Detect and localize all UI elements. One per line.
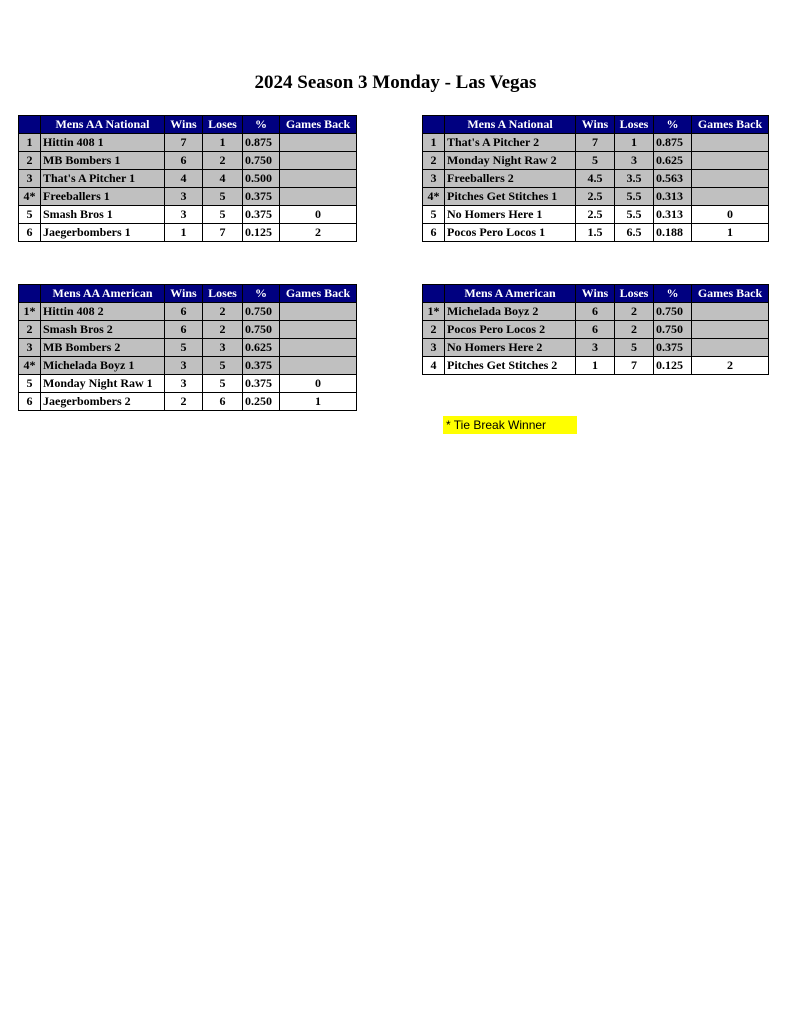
rank-cell: 4	[423, 357, 445, 375]
games-back-cell	[280, 303, 357, 321]
games-back-cell	[692, 339, 769, 357]
rank-cell: 6	[423, 224, 445, 242]
table-row	[19, 303, 357, 321]
team-cell: MB Bombers 2	[41, 339, 165, 357]
games-back-cell: 2	[280, 224, 357, 242]
loses-cell: 1	[203, 134, 243, 152]
wins-cell: 3	[165, 357, 203, 375]
column-header-games-back: Games Back	[692, 116, 769, 134]
table-row	[423, 134, 769, 152]
standings-table-mens-a-national	[422, 115, 769, 242]
table-row	[19, 134, 357, 152]
wins-cell: 1	[165, 224, 203, 242]
rank-cell: 5	[423, 206, 445, 224]
wins-cell: 1	[576, 357, 615, 375]
pct-cell: 0.750	[243, 303, 280, 321]
games-back-cell: 0	[280, 375, 357, 393]
wins-cell: 4	[165, 170, 203, 188]
table-row	[423, 170, 769, 188]
rank-cell: 5	[19, 375, 41, 393]
rank-cell: 6	[19, 224, 41, 242]
column-header-games-back: Games Back	[280, 285, 357, 303]
wins-cell: 1.5	[576, 224, 615, 242]
team-cell: Smash Bros 1	[41, 206, 165, 224]
loses-cell: 5.5	[615, 206, 654, 224]
table-header-row	[423, 285, 769, 303]
wins-cell: 7	[165, 134, 203, 152]
pct-cell: 0.375	[654, 339, 692, 357]
table-header-row	[423, 116, 769, 134]
column-header-rank	[423, 285, 445, 303]
column-header-team: Mens A National	[445, 116, 576, 134]
team-cell: Monday Night Raw 1	[41, 375, 165, 393]
team-cell: Michelada Boyz 1	[41, 357, 165, 375]
team-cell: Pocos Pero Locos 2	[445, 321, 576, 339]
table-row	[423, 188, 769, 206]
pct-cell: 0.375	[243, 188, 280, 206]
table-row	[423, 206, 769, 224]
pct-cell: 0.250	[243, 393, 280, 411]
rank-cell: 2	[423, 321, 445, 339]
team-cell: Michelada Boyz 2	[445, 303, 576, 321]
games-back-cell	[280, 134, 357, 152]
team-cell: Monday Night Raw 2	[445, 152, 576, 170]
team-cell: That's A Pitcher 2	[445, 134, 576, 152]
loses-cell: 2	[203, 303, 243, 321]
page-title: 2024 Season 3 Monday - Las Vegas	[254, 72, 537, 93]
team-cell: Pitches Get Stitches 1	[445, 188, 576, 206]
rank-cell: 4*	[19, 357, 41, 375]
tie-break-note: * Tie Break Winner	[443, 416, 577, 434]
column-header-loses: Loses	[203, 116, 243, 134]
games-back-cell: 1	[280, 393, 357, 411]
wins-cell: 6	[165, 321, 203, 339]
rank-cell: 2	[423, 152, 445, 170]
loses-cell: 2	[615, 303, 654, 321]
table-header-row	[19, 116, 357, 134]
team-cell: MB Bombers 1	[41, 152, 165, 170]
team-cell: That's A Pitcher 1	[41, 170, 165, 188]
rank-cell: 4*	[19, 188, 41, 206]
wins-cell: 3	[576, 339, 615, 357]
games-back-cell	[280, 170, 357, 188]
column-header-wins: Wins	[165, 116, 203, 134]
team-cell: Jaegerbombers 1	[41, 224, 165, 242]
wins-cell: 2.5	[576, 188, 615, 206]
loses-cell: 3.5	[615, 170, 654, 188]
pct-cell: 0.188	[654, 224, 692, 242]
column-header-team: Mens AA National	[41, 116, 165, 134]
loses-cell: 1	[615, 134, 654, 152]
games-back-cell	[692, 303, 769, 321]
standings-table-mens-aa-american	[18, 284, 357, 411]
loses-cell: 5	[203, 375, 243, 393]
table-row	[423, 357, 769, 375]
rank-cell: 3	[19, 339, 41, 357]
column-header-rank	[423, 116, 445, 134]
loses-cell: 7	[615, 357, 654, 375]
table-row	[423, 303, 769, 321]
loses-cell: 6.5	[615, 224, 654, 242]
table-row	[19, 206, 357, 224]
wins-cell: 6	[576, 303, 615, 321]
wins-cell: 3	[165, 206, 203, 224]
team-cell: Hittin 408 2	[41, 303, 165, 321]
wins-cell: 3	[165, 188, 203, 206]
games-back-cell: 0	[280, 206, 357, 224]
team-cell: Smash Bros 2	[41, 321, 165, 339]
rank-cell: 1*	[19, 303, 41, 321]
rank-cell: 1	[423, 134, 445, 152]
pct-cell: 0.625	[654, 152, 692, 170]
pct-cell: 0.500	[243, 170, 280, 188]
column-header-pct: %	[654, 285, 692, 303]
table-row	[423, 224, 769, 242]
loses-cell: 5.5	[615, 188, 654, 206]
loses-cell: 5	[615, 339, 654, 357]
team-cell: Pocos Pero Locos 1	[445, 224, 576, 242]
pct-cell: 0.313	[654, 188, 692, 206]
pct-cell: 0.375	[243, 357, 280, 375]
team-cell: No Homers Here 1	[445, 206, 576, 224]
column-header-loses: Loses	[615, 116, 654, 134]
loses-cell: 3	[203, 339, 243, 357]
team-cell: Freeballers 1	[41, 188, 165, 206]
standings-table-mens-a-american	[422, 284, 769, 375]
wins-cell: 2.5	[576, 206, 615, 224]
column-header-loses: Loses	[615, 285, 654, 303]
column-header-games-back: Games Back	[692, 285, 769, 303]
rank-cell: 6	[19, 393, 41, 411]
pct-cell: 0.875	[243, 134, 280, 152]
games-back-cell: 1	[692, 224, 769, 242]
column-header-wins: Wins	[576, 116, 615, 134]
pct-cell: 0.375	[243, 375, 280, 393]
team-cell: Jaegerbombers 2	[41, 393, 165, 411]
table-row	[19, 339, 357, 357]
pct-cell: 0.750	[654, 303, 692, 321]
table-row	[423, 321, 769, 339]
table-header-row	[19, 285, 357, 303]
games-back-cell: 0	[692, 206, 769, 224]
pct-cell: 0.125	[243, 224, 280, 242]
loses-cell: 5	[203, 206, 243, 224]
pct-cell: 0.750	[243, 321, 280, 339]
loses-cell: 6	[203, 393, 243, 411]
pct-cell: 0.563	[654, 170, 692, 188]
wins-cell: 2	[165, 393, 203, 411]
loses-cell: 2	[615, 321, 654, 339]
team-cell: Hittin 408 1	[41, 134, 165, 152]
wins-cell: 6	[576, 321, 615, 339]
rank-cell: 3	[423, 339, 445, 357]
team-cell: No Homers Here 2	[445, 339, 576, 357]
loses-cell: 2	[203, 321, 243, 339]
table-row	[19, 152, 357, 170]
column-header-wins: Wins	[576, 285, 615, 303]
wins-cell: 6	[165, 303, 203, 321]
pct-cell: 0.750	[243, 152, 280, 170]
rank-cell: 4*	[423, 188, 445, 206]
column-header-team: Mens AA American	[41, 285, 165, 303]
games-back-cell	[692, 134, 769, 152]
table-row	[423, 152, 769, 170]
games-back-cell	[692, 152, 769, 170]
wins-cell: 3	[165, 375, 203, 393]
table-row	[19, 224, 357, 242]
wins-cell: 6	[165, 152, 203, 170]
rank-cell: 2	[19, 321, 41, 339]
rank-cell: 1	[19, 134, 41, 152]
games-back-cell	[280, 188, 357, 206]
team-cell: Freeballers 2	[445, 170, 576, 188]
games-back-cell	[280, 152, 357, 170]
pct-cell: 0.625	[243, 339, 280, 357]
table-row	[19, 170, 357, 188]
games-back-cell	[280, 321, 357, 339]
games-back-cell	[692, 188, 769, 206]
pct-cell: 0.313	[654, 206, 692, 224]
wins-cell: 5	[165, 339, 203, 357]
loses-cell: 2	[203, 152, 243, 170]
table-row	[19, 188, 357, 206]
table-row	[19, 393, 357, 411]
column-header-wins: Wins	[165, 285, 203, 303]
games-back-cell	[280, 339, 357, 357]
standings-table-mens-aa-national	[18, 115, 357, 242]
team-cell: Pitches Get Stitches 2	[445, 357, 576, 375]
pct-cell: 0.375	[243, 206, 280, 224]
wins-cell: 4.5	[576, 170, 615, 188]
loses-cell: 4	[203, 170, 243, 188]
rank-cell: 5	[19, 206, 41, 224]
table-row	[19, 375, 357, 393]
column-header-pct: %	[243, 116, 280, 134]
wins-cell: 7	[576, 134, 615, 152]
games-back-cell	[280, 357, 357, 375]
games-back-cell	[692, 170, 769, 188]
loses-cell: 5	[203, 188, 243, 206]
rank-cell: 3	[423, 170, 445, 188]
column-header-loses: Loses	[203, 285, 243, 303]
column-header-pct: %	[654, 116, 692, 134]
loses-cell: 7	[203, 224, 243, 242]
loses-cell: 3	[615, 152, 654, 170]
loses-cell: 5	[203, 357, 243, 375]
rank-cell: 3	[19, 170, 41, 188]
wins-cell: 5	[576, 152, 615, 170]
games-back-cell: 2	[692, 357, 769, 375]
rank-cell: 1*	[423, 303, 445, 321]
column-header-rank	[19, 285, 41, 303]
pct-cell: 0.125	[654, 357, 692, 375]
rank-cell: 2	[19, 152, 41, 170]
table-row	[19, 357, 357, 375]
column-header-pct: %	[243, 285, 280, 303]
pct-cell: 0.750	[654, 321, 692, 339]
table-row	[423, 339, 769, 357]
column-header-games-back: Games Back	[280, 116, 357, 134]
table-row	[19, 321, 357, 339]
games-back-cell	[692, 321, 769, 339]
pct-cell: 0.875	[654, 134, 692, 152]
column-header-team: Mens A American	[445, 285, 576, 303]
column-header-rank	[19, 116, 41, 134]
